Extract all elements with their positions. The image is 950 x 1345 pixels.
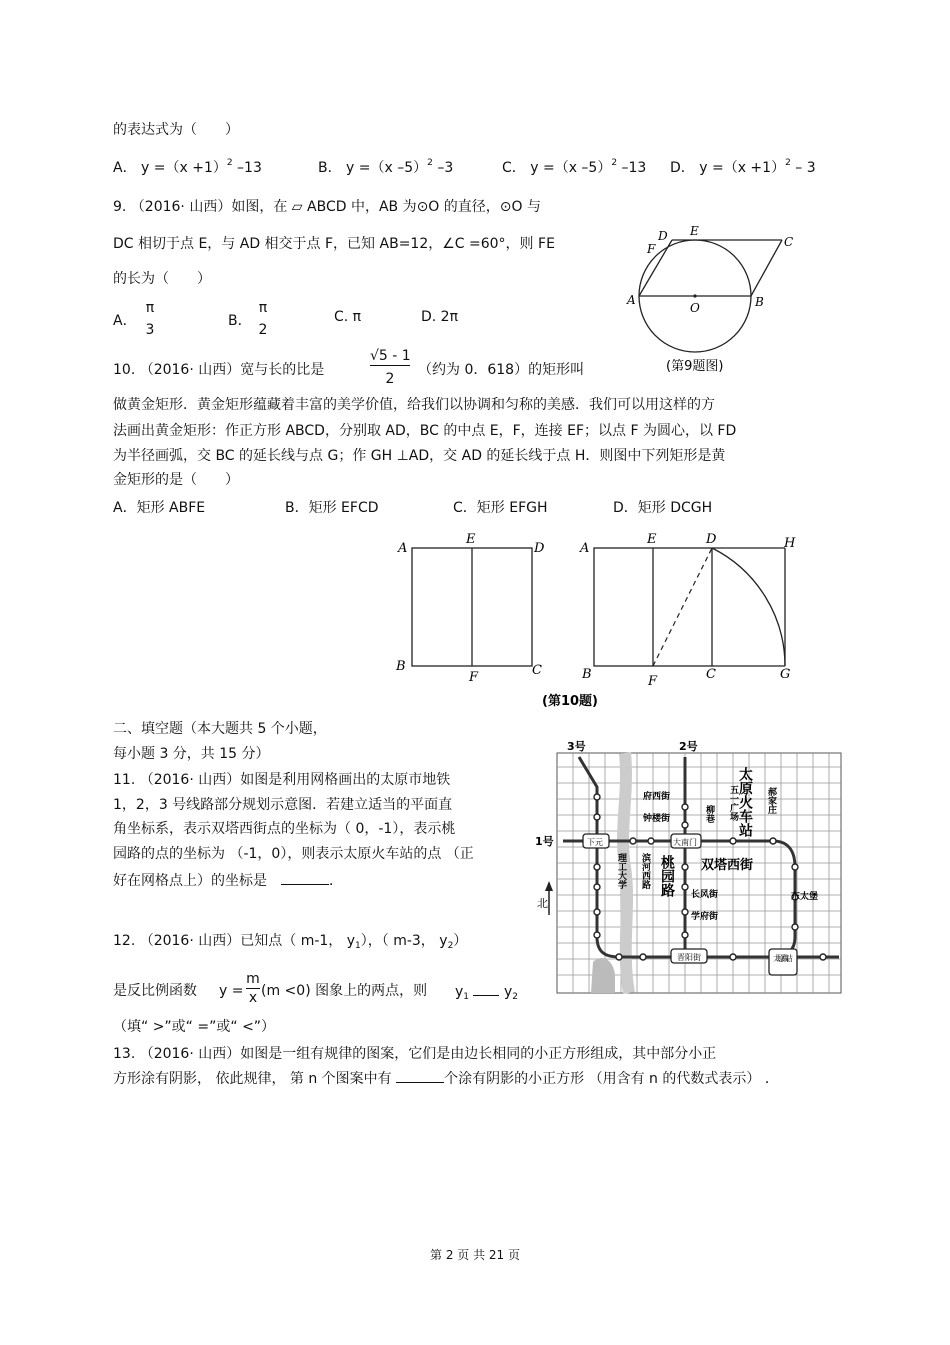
figure-q9 bbox=[620, 220, 820, 380]
q10-option-c: C．矩形 EFGH bbox=[453, 500, 548, 516]
fig10l-label-b: B bbox=[396, 659, 406, 674]
map-dongtai: 东太堡 bbox=[791, 892, 819, 902]
q10-line1-b: （约为 0．618）的矩形叫 bbox=[418, 362, 585, 378]
q12-answer-blank[interactable] bbox=[473, 983, 499, 996]
q8-tail: 的表达式为（ ） bbox=[113, 122, 239, 138]
fig10-caption: (第10题) bbox=[542, 694, 598, 709]
q11-line5: 好在网格点上）的坐标是 ． bbox=[113, 873, 343, 889]
q9-option-b-den: 2 bbox=[258, 322, 268, 338]
q9-line1: 9. （2016· 山西）如图，在 ▱ ABCD 中，AB 为⊙O 的直径，⊙O 与 bbox=[113, 199, 541, 215]
q12-y-equals: y = bbox=[219, 983, 244, 999]
fig10r-label-g: G bbox=[780, 667, 791, 682]
q9-option-a-label: A． bbox=[113, 313, 137, 329]
q13-answer-blank[interactable] bbox=[396, 1070, 444, 1083]
q9-option-a-num: π bbox=[145, 300, 155, 316]
figure-q11-metro-map bbox=[533, 737, 845, 999]
q8-option-c: C． y =（x –5）$^2$ –13 bbox=[502, 158, 647, 176]
q10-frac-num: √5 - 1 bbox=[370, 348, 411, 364]
fig9-label-a: A bbox=[627, 293, 636, 307]
page-footer: 第 2 页 共 21 页 bbox=[430, 1248, 520, 1262]
q10-line3: 法画出黄金矩形：作正方形 ABCD，分别取 AD，BC 的中点 E，F，连接 EF；以点 F 为圆心，以 FD bbox=[113, 423, 737, 439]
map-ligong: 理工大学 bbox=[616, 853, 626, 889]
q9-line2: DC 相切于点 E，与 AD 相交于点 F，已知 AB=12，∠C =60°，则 FE bbox=[113, 236, 555, 252]
q10-line4: 为半径画弧，交 BC 的延长线与点 G；作 GH ⊥AD，交 AD 的延长线于点 H．则图中下列矩形是黄 bbox=[113, 448, 726, 464]
q12-frac-den: x bbox=[248, 990, 258, 1006]
q10-line2: 做黄金矩形．黄金矩形蕴藏着丰富的美学价值，给我们以协调和匀称的美感．我们可以用这样的方 bbox=[113, 397, 715, 413]
fig10r-label-f: F bbox=[648, 674, 658, 689]
fig10r-label-e: E bbox=[647, 532, 657, 547]
map-wuyi: 五一广场 bbox=[728, 785, 738, 821]
q12-line1: 12. （2016· 山西）已知点（ m-1， $y_1$），（ m-3， $y_2$） bbox=[113, 933, 468, 951]
map-taiyuan-station: 太原火车站 bbox=[737, 767, 753, 837]
q11-answer-blank[interactable] bbox=[281, 872, 329, 885]
q11-line2: 1，2，3 号线路部分规划示意图．若建立适当的平面直 bbox=[113, 797, 453, 813]
q12-line2-c: (m <0) 图象上的两点，则 bbox=[261, 983, 428, 999]
fig10l-label-a: A bbox=[398, 541, 408, 556]
map-changfeng: 长风街 bbox=[691, 890, 719, 900]
map-binhe: 滨河西路 bbox=[640, 853, 650, 889]
q10-option-b: B．矩形 EFCD bbox=[285, 500, 379, 516]
q11-line3: 角坐标系，表示双塔西街点的坐标为（ 0，-1），表示桃 bbox=[113, 821, 456, 837]
q9-line3: 的长为（ ） bbox=[113, 271, 211, 287]
map-xuefu: 学府街 bbox=[691, 912, 719, 922]
q12-compare: $y_1$ $y_2$ bbox=[455, 984, 518, 1002]
q10-frac-den: 2 bbox=[385, 371, 395, 387]
q8-option-b: B． y =（x –5）$^2$ –3 bbox=[318, 158, 454, 176]
map-line1-label: 1号 bbox=[535, 835, 554, 848]
section2-line2: 每小题 3 分，共 15 分） bbox=[113, 746, 270, 762]
fig10r-label-b: B bbox=[582, 667, 592, 682]
fig10r-label-c: C bbox=[706, 667, 716, 682]
q9-option-a-den: 3 bbox=[145, 322, 155, 338]
q9-option-d: D. 2π bbox=[421, 309, 459, 325]
q9-option-c: C. π bbox=[334, 309, 362, 325]
section2-line1: 二、填空题（本大题共 5 个小题， bbox=[113, 721, 327, 737]
fig9-label-c: C bbox=[784, 235, 794, 249]
q8-option-a: A． $y =(x +1)^2$ –13 bbox=[113, 158, 262, 176]
fig10l-label-c: C bbox=[532, 663, 542, 678]
map-shuangta: 双塔西街 bbox=[701, 858, 754, 873]
map-fuxi: 府西街 bbox=[643, 792, 671, 802]
map-liu: 柳巷 bbox=[704, 805, 714, 823]
q9-option-b-label: B． bbox=[228, 313, 252, 329]
map-line2-label: 2号 bbox=[679, 740, 698, 753]
q10-option-a: A．矩形 ABFE bbox=[113, 500, 206, 516]
q11-line4: 园路的点的坐标为 （-1，0），则表示太原火车站的点 （正 bbox=[113, 846, 474, 862]
map-zhonglou: 钟楼街 bbox=[643, 814, 671, 824]
q12-line2-a: 是反比例函数 bbox=[113, 983, 197, 999]
fig9-label-f: F bbox=[647, 242, 656, 256]
map-north-label: 北 bbox=[537, 897, 548, 910]
fig10l-label-e: E bbox=[466, 532, 476, 547]
q9-option-b-num: π bbox=[258, 300, 268, 316]
fig9-caption: (第9题图) bbox=[666, 359, 724, 374]
fig10r-label-a: A bbox=[580, 541, 590, 556]
fig10l-label-f: F bbox=[469, 670, 479, 685]
map-jinyang: 晋阳街 bbox=[677, 953, 701, 962]
fig10r-label-d: D bbox=[706, 532, 717, 547]
q10-line5: 金矩形的是（ ） bbox=[113, 472, 239, 488]
q8-option-d: D． $y =(x +1)^2 - 3$ bbox=[670, 158, 816, 176]
map-taoyuan: 桃园路 bbox=[659, 855, 675, 897]
map-nanzhan: 太原南站 bbox=[773, 954, 793, 963]
q12-line3: （填“ >”或“ =”或“ <”） bbox=[113, 1019, 276, 1035]
fig9-label-d: D bbox=[658, 229, 668, 243]
fig9-label-e: E bbox=[690, 224, 699, 238]
fig10l-label-d: D bbox=[534, 541, 545, 556]
map-xiayuan: 下元 bbox=[587, 838, 603, 847]
q12-frac-num: m bbox=[246, 971, 260, 987]
map-hao: 郝家庄 bbox=[766, 787, 776, 814]
q13-line2: 方形涂有阴影， 依此规律， 第 n 个图案中有 个涂有阴影的小正方形 （用含有 n 的代数式表示） ． bbox=[113, 1071, 779, 1087]
q10-option-d: D．矩形 DCGH bbox=[613, 500, 713, 516]
map-danan: 大南门 bbox=[673, 838, 697, 847]
fig9-label-b: B bbox=[755, 295, 764, 309]
map-line3-label: 3号 bbox=[567, 740, 586, 753]
fig9-label-o: O bbox=[690, 301, 700, 315]
figure-q10 bbox=[392, 528, 812, 718]
q10-line1-a: 10. （2016· 山西）宽与长的比是 bbox=[113, 362, 325, 378]
q11-line1: 11. （2016· 山西）如图是利用网格画出的太原市地铁 bbox=[113, 772, 451, 788]
q13-line1: 13. （2016· 山西）如图是一组有规律的图案，它们是由边长相同的小正方形组成，其中部分小正 bbox=[113, 1046, 717, 1062]
fig10r-label-h: H bbox=[784, 536, 796, 551]
